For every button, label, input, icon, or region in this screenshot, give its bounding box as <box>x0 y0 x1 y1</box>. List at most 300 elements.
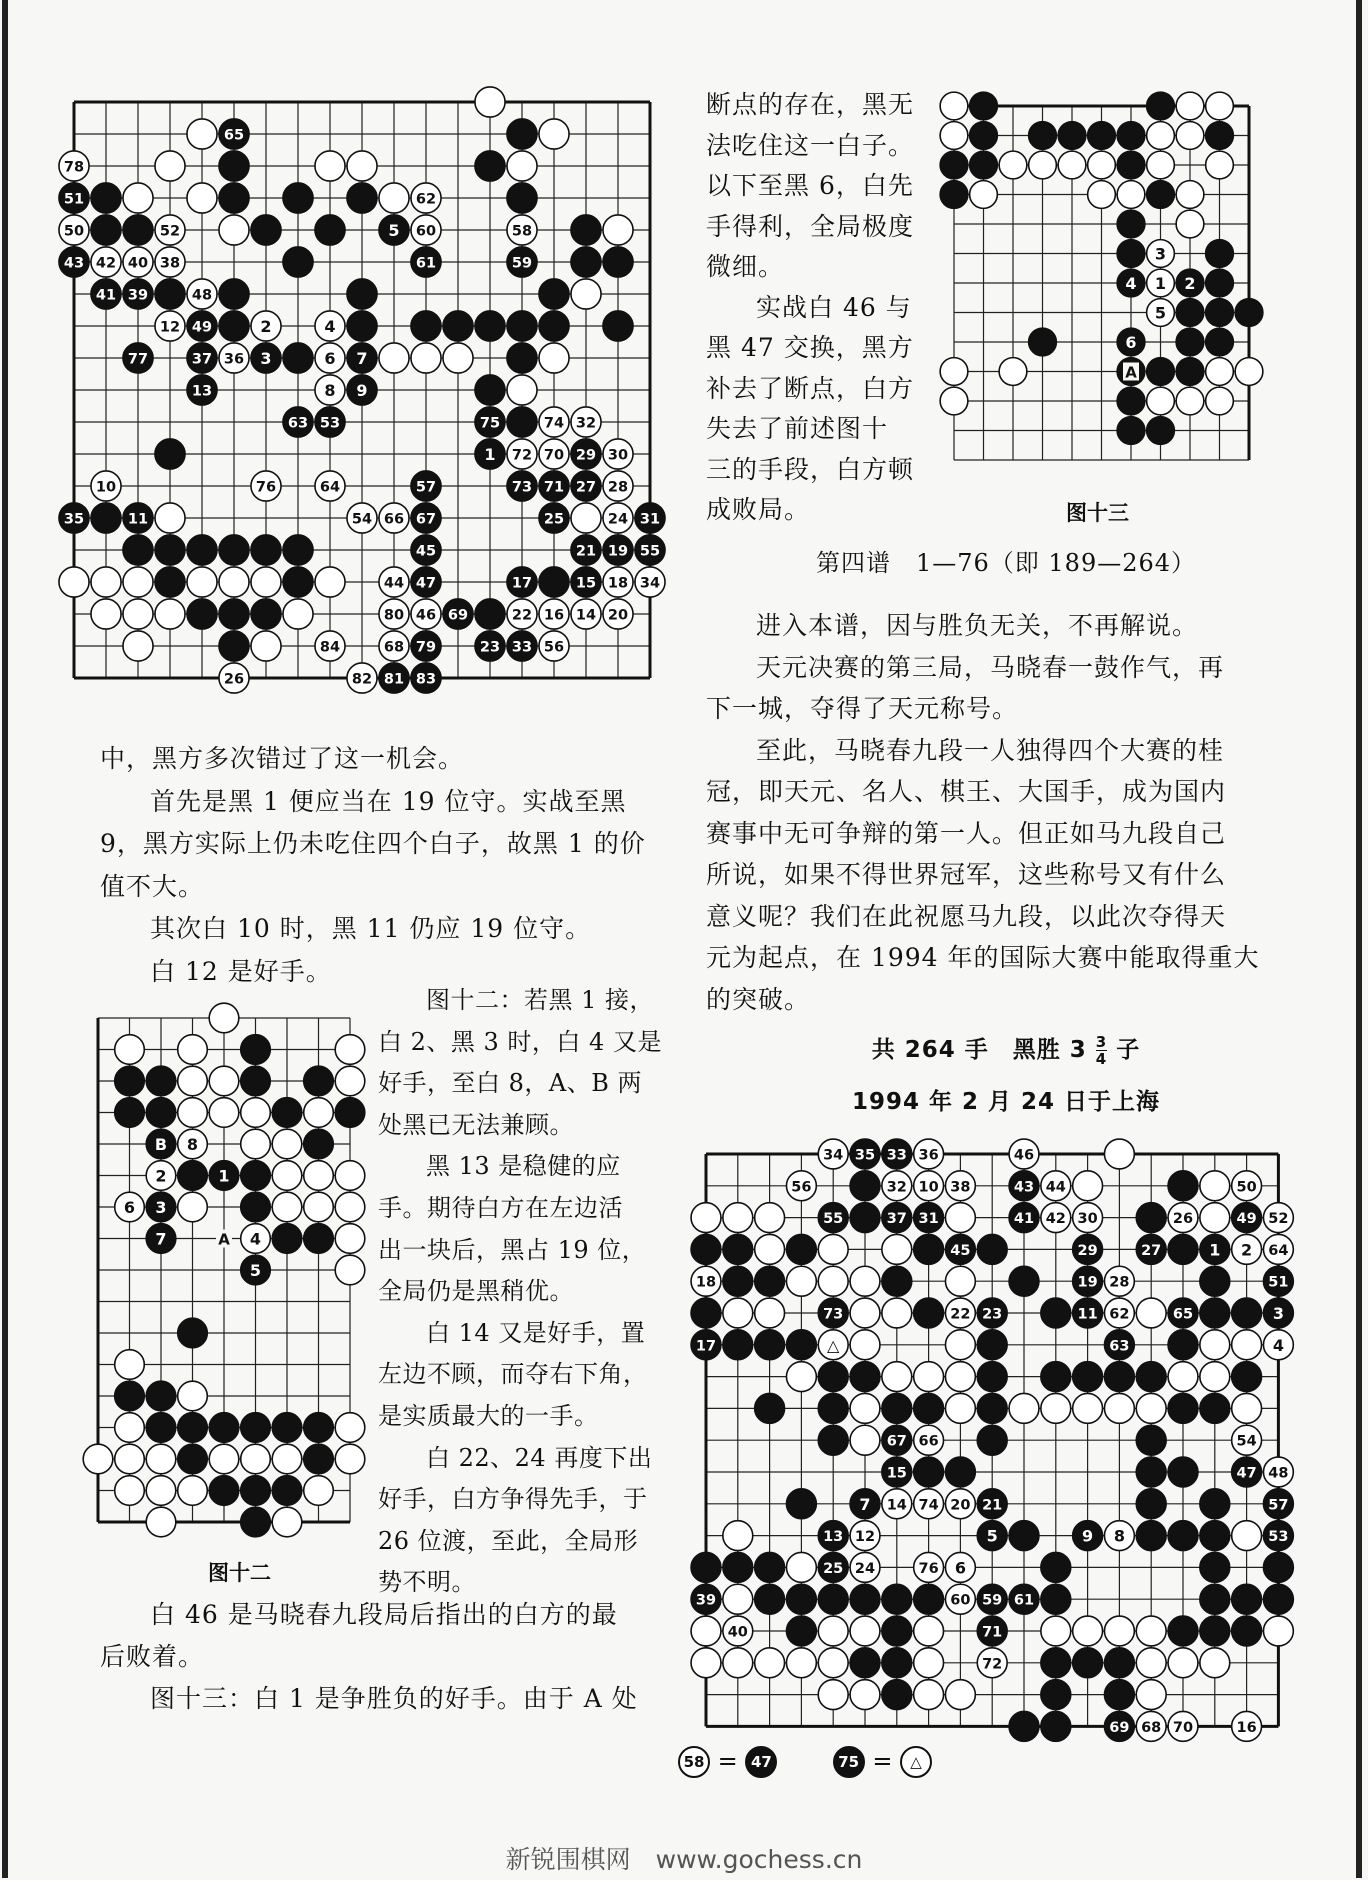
black-stone <box>219 279 249 309</box>
white-stone <box>209 1003 239 1033</box>
black-stone <box>818 1362 848 1392</box>
white-stone <box>1206 92 1234 120</box>
white-stone <box>1041 1393 1071 1423</box>
stone-disc <box>882 1393 912 1423</box>
white-stone <box>755 1298 785 1328</box>
text-line: 断点的存在，黑无 <box>706 90 915 119</box>
black-stone <box>882 1203 912 1233</box>
white-stone <box>1176 181 1204 209</box>
black-stone <box>882 1425 912 1455</box>
stone-disc <box>315 215 345 245</box>
white-stone <box>1041 1616 1071 1646</box>
stone-disc <box>1232 1521 1262 1551</box>
stone-disc <box>882 1680 912 1710</box>
black-stone <box>723 1330 753 1360</box>
stone-disc <box>1117 240 1145 268</box>
black-stone <box>1009 1711 1039 1741</box>
stone-disc <box>219 215 249 245</box>
white-stone <box>1009 1393 1039 1423</box>
white-stone <box>786 1266 816 1296</box>
stone-disc <box>1136 1362 1166 1392</box>
white-stone <box>335 1161 365 1191</box>
white-stone <box>850 1330 880 1360</box>
move-number: 15 <box>886 1465 907 1482</box>
black-stone <box>1117 122 1145 150</box>
white-stone <box>850 1521 880 1551</box>
stone-disc <box>850 1393 880 1423</box>
black-stone <box>1206 240 1234 268</box>
white-stone <box>315 567 345 597</box>
black-stone <box>539 471 569 501</box>
stone-disc <box>1041 1393 1071 1423</box>
black-stone <box>723 1234 753 1264</box>
move-number: 74 <box>918 1497 939 1514</box>
black-stone <box>1117 240 1145 268</box>
white-stone <box>347 151 377 181</box>
move-number: 23 <box>982 1306 1003 1323</box>
black-stone <box>1168 1457 1198 1487</box>
stone-disc <box>850 1425 880 1455</box>
stone-disc <box>251 631 281 661</box>
move-number: 68 <box>1141 1719 1162 1736</box>
white-stone <box>691 1648 721 1678</box>
white-stone <box>1041 1171 1071 1201</box>
text-line: 全局仍是黑稍优。 <box>378 1277 574 1306</box>
black-stone <box>443 599 473 629</box>
move-number: 15 <box>575 575 597 592</box>
white-stone <box>1104 1266 1134 1296</box>
black-stone <box>603 311 633 341</box>
stone-disc <box>347 183 377 213</box>
black-stone <box>1147 358 1175 386</box>
stone-disc <box>1147 122 1175 150</box>
stone-disc <box>507 407 537 437</box>
stone-disc <box>123 567 153 597</box>
stone-disc <box>1009 1521 1039 1551</box>
stone-disc <box>475 375 505 405</box>
stone-disc <box>475 87 505 117</box>
black-stone <box>1232 1298 1262 1328</box>
stone-disc <box>335 1035 365 1065</box>
white-stone <box>241 1224 271 1254</box>
move-number: 9 <box>356 381 368 400</box>
right-body-text <box>706 605 1276 1020</box>
stone-disc <box>1136 1648 1166 1678</box>
stone-disc <box>1136 1521 1166 1551</box>
black-stone <box>1206 122 1234 150</box>
text-line: 手。期待白方在左边活 <box>378 1193 623 1222</box>
white-stone <box>1263 1203 1293 1233</box>
white-stone <box>379 599 409 629</box>
white-stone <box>850 1616 880 1646</box>
white-stone <box>507 151 537 181</box>
white-stone <box>1041 1203 1071 1233</box>
stone-disc <box>977 1425 1007 1455</box>
white-stone <box>155 599 185 629</box>
site-watermark: 新锐围棋网 www.gochess.cn <box>505 1845 863 1874</box>
move-number: 37 <box>886 1211 907 1228</box>
black-stone <box>818 1552 848 1582</box>
text-line: 9，黑方实际上仍未吃住四个白子，故黑 1 的价 <box>100 829 646 858</box>
move-number: 81 <box>383 671 405 688</box>
black-stone <box>507 567 537 597</box>
move-number: 75 <box>479 415 501 432</box>
stone-disc <box>1041 1584 1071 1614</box>
footnote-black-stone: 47 <box>745 1746 777 1778</box>
stone-disc <box>1147 151 1175 179</box>
move-number: 70 <box>1172 1719 1194 1736</box>
text-line: 进入本谱，因与胜负无关，不再解说。 <box>756 611 1199 640</box>
move-number: 41 <box>1013 1211 1035 1228</box>
black-stone <box>882 1616 912 1646</box>
move-number: 52 <box>1268 1211 1289 1228</box>
stone-disc <box>272 1129 302 1159</box>
white-stone <box>940 122 968 150</box>
move-number: 62 <box>415 191 437 208</box>
black-stone <box>379 215 409 245</box>
black-stone <box>315 407 345 437</box>
stone-disc <box>850 1362 880 1392</box>
stone-disc <box>1232 1298 1262 1328</box>
stone-disc <box>850 1203 880 1233</box>
white-stone <box>115 1413 145 1443</box>
black-stone <box>1206 269 1234 297</box>
text-line: 图十二：若黑 1 接， <box>426 986 655 1014</box>
white-stone <box>1136 1648 1166 1678</box>
stone-disc <box>1176 358 1204 386</box>
black-stone <box>1117 151 1145 179</box>
stone-disc <box>209 1476 239 1506</box>
stone-disc <box>1263 1616 1293 1646</box>
stone-disc <box>723 1298 753 1328</box>
move-number: 69 <box>1109 1719 1130 1736</box>
move-number: 7 <box>859 1494 871 1514</box>
move-number: 44 <box>383 575 405 592</box>
stone-disc <box>1206 328 1234 356</box>
stone-disc <box>1136 1489 1166 1519</box>
stone-disc <box>914 1584 944 1614</box>
black-stone <box>1176 269 1204 297</box>
move-number: 57 <box>415 479 437 496</box>
white-stone <box>1168 1362 1198 1392</box>
move-number: 67 <box>886 1433 907 1450</box>
white-stone <box>1117 181 1145 209</box>
black-stone <box>1232 1457 1262 1487</box>
black-stone <box>507 247 537 277</box>
footnote-equals: = <box>872 1747 893 1775</box>
white-stone <box>507 439 537 469</box>
stone-disc <box>272 1161 302 1191</box>
stone-disc <box>1041 1362 1071 1392</box>
stone-disc <box>1041 1711 1071 1741</box>
black-stone <box>91 183 121 213</box>
move-number: 56 <box>791 1179 812 1196</box>
black-stone <box>818 1521 848 1551</box>
white-stone <box>945 1584 975 1614</box>
stone-disc <box>443 343 473 373</box>
white-stone <box>755 1234 785 1264</box>
stone-disc <box>123 215 153 245</box>
black-stone <box>1117 417 1145 445</box>
white-stone <box>818 1330 848 1360</box>
stone-disc <box>335 1161 365 1191</box>
stone-disc <box>1206 122 1234 150</box>
game-result-unit: 子 <box>1116 1037 1141 1063</box>
move-number: 6 <box>954 1558 966 1578</box>
white-stone <box>571 279 601 309</box>
black-stone <box>1147 92 1175 120</box>
stone-disc <box>209 1413 239 1443</box>
black-stone <box>818 1298 848 1328</box>
move-number: 55 <box>823 1211 844 1228</box>
move-number: 45 <box>950 1242 971 1259</box>
move-number: 32 <box>575 415 597 432</box>
black-stone <box>1009 1266 1039 1296</box>
white-stone <box>1176 387 1204 415</box>
black-stone <box>723 1552 753 1582</box>
black-stone <box>882 1584 912 1614</box>
stone-disc <box>219 311 249 341</box>
stone-disc <box>1029 151 1057 179</box>
stone-disc <box>1206 299 1234 327</box>
stone-disc <box>115 1098 145 1128</box>
text-line: 意义呢？我们在此祝愿马九段，以此次夺得天 <box>706 901 1227 931</box>
white-stone <box>945 1489 975 1519</box>
move-number: 36 <box>918 1147 939 1164</box>
move-number: 57 <box>1268 1497 1289 1514</box>
black-stone <box>571 567 601 597</box>
stone-disc <box>882 1362 912 1392</box>
move-number: 76 <box>918 1560 939 1577</box>
footnote-triangle-stone: △ <box>900 1746 932 1778</box>
black-stone <box>1136 1362 1166 1392</box>
black-stone <box>115 1381 145 1411</box>
stone-disc <box>1232 1584 1262 1614</box>
stone-disc <box>1200 1362 1230 1392</box>
stone-disc <box>882 1584 912 1614</box>
black-stone <box>850 1139 880 1169</box>
stone-disc <box>304 1098 334 1128</box>
white-stone <box>539 407 569 437</box>
white-stone <box>219 663 249 693</box>
black-stone <box>882 1266 912 1296</box>
move-number: 43 <box>63 255 85 272</box>
stone-disc <box>945 1362 975 1392</box>
black-stone <box>1232 1616 1262 1646</box>
white-stone <box>178 1035 208 1065</box>
black-stone <box>977 1489 1007 1519</box>
move-number: 66 <box>383 511 405 528</box>
go-board-figure-13 <box>940 92 1270 482</box>
stone-disc <box>178 1161 208 1191</box>
move-number: 71 <box>982 1624 1003 1641</box>
white-stone <box>335 1444 365 1474</box>
white-stone <box>146 1161 176 1191</box>
move-number: 3 <box>260 349 272 368</box>
stone-disc <box>1104 1393 1134 1423</box>
black-stone <box>818 1203 848 1233</box>
text-line: 后败着。 <box>100 1642 205 1671</box>
white-stone <box>1232 1425 1262 1455</box>
black-stone <box>475 407 505 437</box>
move-number: 16 <box>543 607 565 624</box>
black-stone <box>507 311 537 341</box>
black-stone <box>507 471 537 501</box>
stone-disc <box>507 311 537 341</box>
move-number: 24 <box>854 1560 876 1577</box>
black-stone <box>882 1457 912 1487</box>
move-number: 4 <box>324 317 336 336</box>
white-stone <box>1206 387 1234 415</box>
stone-disc <box>283 183 313 213</box>
black-stone <box>304 1066 334 1096</box>
stone-disc <box>940 181 968 209</box>
stone-disc <box>1147 181 1175 209</box>
move-number: 30 <box>607 447 629 464</box>
move-number: B <box>154 1135 168 1154</box>
white-stone <box>818 1234 848 1264</box>
white-stone <box>178 1098 208 1128</box>
stone-disc <box>146 1066 176 1096</box>
move-number: 64 <box>1268 1242 1289 1259</box>
stone-disc <box>1041 1648 1071 1678</box>
black-stone <box>786 1330 816 1360</box>
white-stone <box>335 1413 365 1443</box>
move-number: 65 <box>1172 1306 1194 1323</box>
text-line: 是实质最大的一手。 <box>378 1401 599 1430</box>
text-line: 手得利，全局极度 <box>706 211 915 241</box>
white-stone <box>241 1129 271 1159</box>
black-stone <box>178 1318 208 1348</box>
white-stone <box>1147 387 1175 415</box>
text-line: 元为起点，在 1994 年的国际大赛中能取得重大 <box>706 943 1260 972</box>
move-number: 3 <box>1272 1304 1284 1323</box>
stone-disc <box>755 1552 785 1582</box>
stone-disc <box>1088 181 1116 209</box>
black-stone <box>1009 1203 1039 1233</box>
white-stone <box>945 1393 975 1423</box>
black-stone <box>91 279 121 309</box>
stone-disc <box>272 1444 302 1474</box>
move-number: 16 <box>1236 1719 1257 1736</box>
white-stone <box>818 1648 848 1678</box>
move-number: 73 <box>511 479 533 496</box>
stone-disc <box>571 503 601 533</box>
stone-disc <box>755 1234 785 1264</box>
move-number: 42 <box>1045 1211 1066 1228</box>
move-number: 13 <box>191 383 213 400</box>
white-stone <box>335 1066 365 1096</box>
stone-disc <box>1263 1584 1293 1614</box>
black-stone <box>146 1224 176 1254</box>
black-stone <box>1009 1171 1039 1201</box>
stone-disc <box>241 1129 271 1159</box>
black-stone <box>347 375 377 405</box>
move-number: 13 <box>823 1529 844 1546</box>
stone-disc <box>1200 1171 1230 1201</box>
white-stone <box>1206 358 1234 386</box>
white-stone <box>850 1680 880 1710</box>
text-line: 微细。 <box>706 252 785 281</box>
black-stone <box>940 181 968 209</box>
black-stone <box>850 1203 880 1233</box>
stone-disc <box>723 1584 753 1614</box>
move-number: 77 <box>127 351 149 368</box>
black-stone <box>59 503 89 533</box>
stone-disc <box>850 1266 880 1296</box>
black-stone <box>379 663 409 693</box>
stone-disc <box>209 1444 239 1474</box>
black-stone <box>1168 1616 1198 1646</box>
black-stone <box>347 343 377 373</box>
stone-disc <box>755 1330 785 1360</box>
move-number: 38 <box>159 255 181 272</box>
move-number: 18 <box>695 1274 717 1291</box>
text-line: 失去了前述图十 <box>706 414 889 443</box>
black-stone <box>219 119 249 149</box>
text-line: 至此，马晓春九段一人独得四个大赛的桂 <box>756 735 1225 765</box>
black-stone <box>304 1413 334 1443</box>
white-stone <box>914 1552 944 1582</box>
white-stone <box>146 1476 176 1506</box>
black-stone <box>1200 1552 1230 1582</box>
stone-disc <box>241 1161 271 1191</box>
white-stone <box>723 1521 753 1551</box>
stone-disc <box>1104 1680 1134 1710</box>
stone-disc <box>786 1552 816 1582</box>
white-stone <box>1176 92 1204 120</box>
stone-disc <box>1104 1139 1134 1169</box>
stone-disc <box>818 1393 848 1423</box>
black-stone <box>304 1129 334 1159</box>
black-stone <box>241 1507 271 1537</box>
white-stone <box>1147 240 1175 268</box>
black-stone <box>882 1648 912 1678</box>
black-stone <box>155 567 185 597</box>
stone-disc <box>155 151 185 181</box>
stone-disc <box>1147 358 1175 386</box>
black-stone <box>755 1266 785 1296</box>
white-stone <box>178 1129 208 1159</box>
white-stone <box>379 343 409 373</box>
stone-disc <box>1117 387 1145 415</box>
text-line: 白 14 又是好手，置 <box>426 1318 646 1347</box>
white-stone <box>786 1362 816 1392</box>
stone-disc <box>691 1552 721 1582</box>
stone-disc <box>940 122 968 150</box>
stone-disc <box>155 567 185 597</box>
black-stone <box>945 1457 975 1487</box>
stone-disc <box>970 151 998 179</box>
black-stone <box>970 92 998 120</box>
text-line: 三的手段，白方顿 <box>706 454 915 484</box>
move-number: 17 <box>695 1338 717 1355</box>
white-stone <box>1263 1457 1293 1487</box>
black-stone <box>1263 1521 1293 1551</box>
stone-disc <box>475 311 505 341</box>
white-stone <box>335 1224 365 1254</box>
text-line: 所说，如果不得世界冠军，这些称号又有什么 <box>706 860 1227 889</box>
black-stone <box>1263 1552 1293 1582</box>
stone-disc <box>1041 1298 1071 1328</box>
black-stone <box>1263 1489 1293 1519</box>
white-stone <box>882 1234 912 1264</box>
black-stone <box>1168 1171 1198 1201</box>
black-stone <box>1104 1362 1134 1392</box>
footnote-white-stone: 58 <box>678 1746 710 1778</box>
black-stone <box>1073 1362 1103 1392</box>
stone-disc <box>882 1648 912 1678</box>
